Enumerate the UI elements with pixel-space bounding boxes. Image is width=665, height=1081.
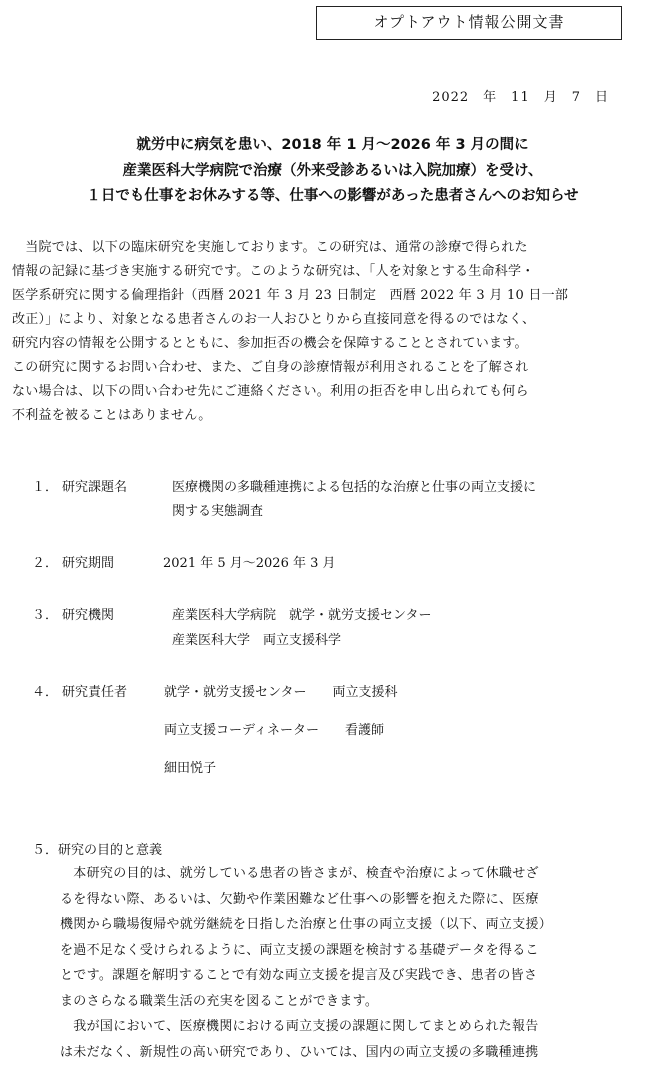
item-research-period <box>32 551 632 577</box>
item-number: ４． <box>32 685 59 700</box>
section-line: 本研究の目的は、就労している患者の皆さまが、検査や治療によって休職せざ <box>60 866 539 881</box>
section-line: まのさらなる職業生活の充実を図ることができます。 <box>60 993 379 1009</box>
section-line: を過不足なく受けられるように、両立支援の課題を検討する基礎データを得るこ <box>60 942 539 958</box>
section-line: とです。課題を解明することで有効な両立支援を提言及び実践でき、患者の皆さ <box>60 968 538 983</box>
section-line: は未だなく、新規性の高い研究であり、ひいては、国内の両立支援の多職種連携 <box>60 1044 539 1060</box>
item-number: １． <box>32 480 59 495</box>
item-value: 関する実態調査 <box>172 504 264 519</box>
title-line: １日でも仕事をお休みする等、仕事への影響があった患者さんへのお知らせ <box>86 188 579 204</box>
item-value: 産業医科大学 両立支援科学 <box>172 633 342 648</box>
intro-line: 当院では、以下の臨床研究を実施しております。この研究は、通常の診療で得られた <box>12 240 528 255</box>
intro-line: この研究に関するお問い合わせ、また、ご自身の診療情報が利用されることを了解され <box>12 360 529 375</box>
intro-paragraph <box>12 236 644 428</box>
item-label: 研究課題名 <box>62 480 128 495</box>
item-value: 細田悦子 <box>164 761 217 776</box>
item-value: 就学・就労支援センター 両立支援科 <box>164 685 398 700</box>
item-label: 研究機関 <box>62 608 115 623</box>
item-value: 産業医科大学病院 就学・就労支援センター <box>172 608 432 623</box>
document-type-box: オプトアウト情報公開文書 <box>316 6 622 40</box>
section-line: 我が国において、医療機関における両立支援の課題に関してまとめられた報告 <box>60 1019 539 1034</box>
section-line: 機関から職場復帰や就労継続を日指した治療と仕事の両立支援（以下、両立支援） <box>60 917 553 932</box>
intro-line: 不利益を被ることはありません。 <box>12 408 212 423</box>
section-body <box>60 861 634 1065</box>
item-principal-investigator <box>32 680 632 780</box>
item-value: 医療機関の多職種連携による包括的な治療と仕事の両立支援に <box>172 480 537 495</box>
item-label: 研究責任者 <box>62 685 128 700</box>
section-heading: ５．研究の目的と意義 <box>32 843 163 858</box>
item-research-title <box>32 475 632 527</box>
document-title <box>10 133 655 210</box>
item-research-institution <box>32 603 632 655</box>
intro-line: 研究内容の情報を公開するとともに、参加拒否の機会を保障することとされています。 <box>12 336 528 351</box>
title-line: 就労中に病気を患い、2018 年 1 月〜2026 年 3 月の間に <box>136 137 529 153</box>
item-value: 2021 年 5 月〜2026 年 3 月 <box>163 556 336 571</box>
section-line: るを得ない際、あるいは、欠勤や作業困難など仕事への影響を抱えた際に、医療 <box>60 891 539 907</box>
intro-line: ない場合は、以下の問い合わせ先にご連絡ください。利用の拒否を申し出られても何ら <box>12 384 529 399</box>
item-label: 研究期間 <box>62 556 115 571</box>
item-number: ２． <box>32 556 59 571</box>
intro-line: 情報の記録に基づき実施する研究です。このような研究は、「人を対象とする生命科学・ <box>12 264 535 279</box>
document-date: 2022 年 11 月 7 日 <box>432 90 609 105</box>
item-number: ３． <box>32 608 59 623</box>
intro-line: 改正）」により、対象となる患者さんのお一人おひとりから直接同意を得るのではなく、 <box>12 312 536 327</box>
item-value: 両立支援コーディネーター 看護師 <box>164 723 384 738</box>
title-line: 産業医科大学病院で治療（外来受診あるいは入院加療）を受け、 <box>122 162 543 179</box>
intro-line: 医学系研究に関する倫理指針（西暦 2021 年 3 月 23 日制定 西暦 2022 年 3 月 10 日一部 <box>12 288 569 303</box>
